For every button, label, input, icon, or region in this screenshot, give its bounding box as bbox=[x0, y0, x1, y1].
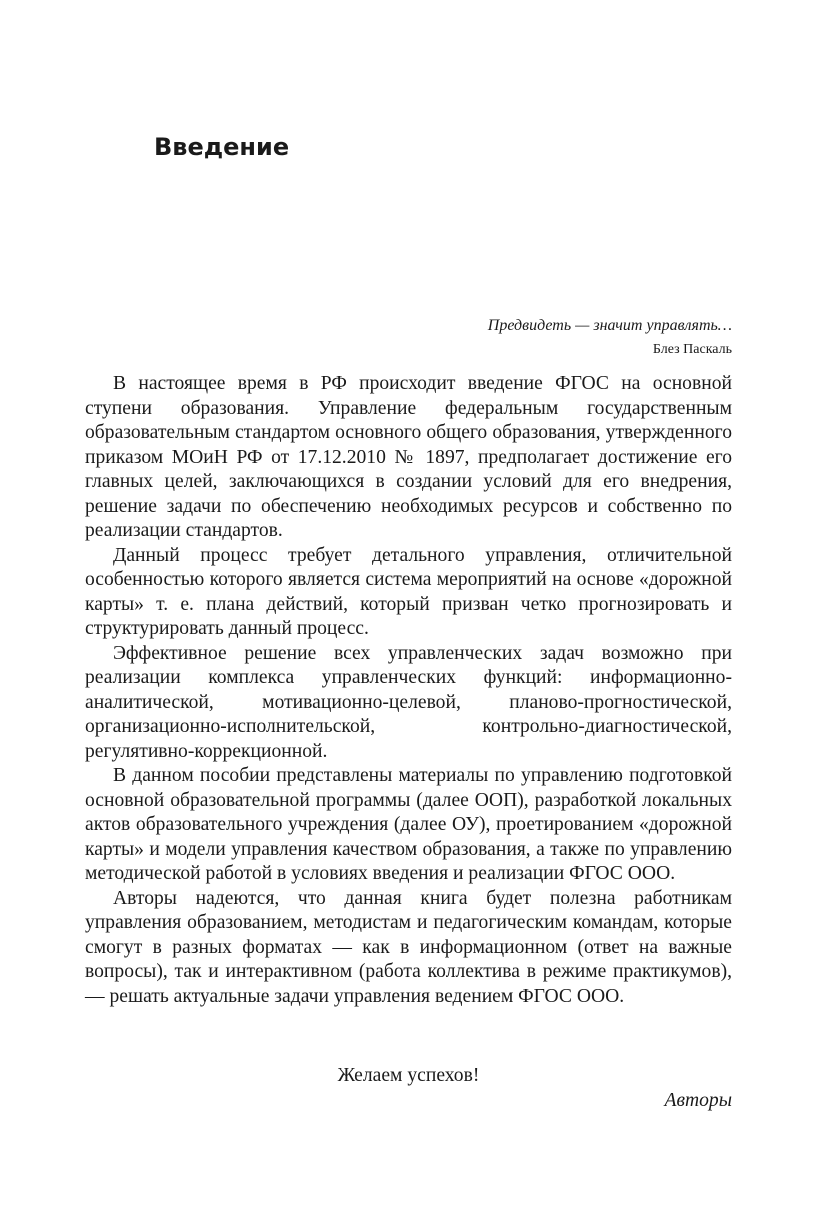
paragraph-5: Авторы надеются, что данная книга будет полезна работникам управления образованием, методистам и педагогическим командам, которые смогут в разных форматах — как в информационном (ответ на важные вопросы), так и интерактивном (работа коллектива в режиме практикумов), — решать актуальные задачи управления ведением ФГОС ООО. bbox=[85, 887, 732, 1007]
closing-signature: Авторы bbox=[664, 1089, 732, 1111]
paragraph-4: В данном пособии представлены материалы по управлению подготовкой основной образовательной программы (далее ООП), разработкой локальных актов образовательного учреждения (далее ОУ), проетированием «дорожной карты» и модели управления качеством образования, а также по управлению методической работой в условиях введения и реализации ФГОС ООО. bbox=[85, 765, 732, 884]
epigraph-quote: Предвидеть — значит управлять… bbox=[487, 317, 732, 334]
body-text bbox=[85, 372, 732, 1009]
paragraph-1: В настоящее время в РФ происходит введение ФГОС на основной ступени образования. Управление федеральным государственным образовательным стандартом основного общего образования, утвержденного приказом МОиН РФ от 17.12.2010 № 1897, предполагает достижение его главных целей, заключающихся в создании условий для его внедрения, решение задачи по обеспечению необходимых ресурсов и собственно по реализации стандартов. bbox=[85, 373, 732, 541]
chapter-heading: Введение bbox=[154, 133, 290, 161]
closing bbox=[85, 1064, 732, 1113]
epigraph-author: Блез Паскаль bbox=[652, 342, 732, 357]
epigraph bbox=[488, 313, 732, 361]
paragraph-3: Эффективное решение всех управленческих задач возможно при реализации комплекса управленческих функций: информационно-аналитической, мотивационно-целевой, планово-прогностической, организационно-исполнительской, контрольно-диагностической, регулятивно-коррекционной. bbox=[85, 642, 732, 762]
paragraph-2: Данный процесс требует детального управления, отличительной особенностью которого является система мероприятий на основе «дорожной карты» т. е. плана действий, который призван четко прогнозировать и структурировать данный процесс. bbox=[85, 544, 732, 639]
closing-wish: Желаем успехов! bbox=[337, 1065, 480, 1086]
